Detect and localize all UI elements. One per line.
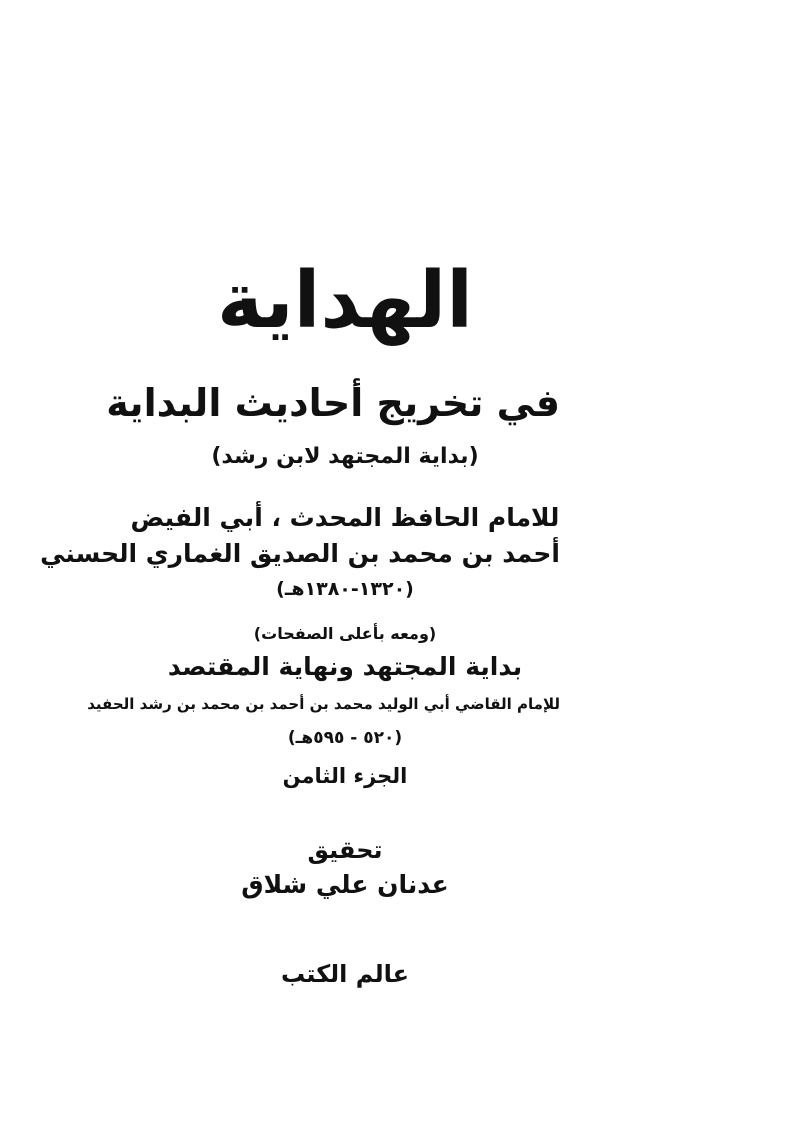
- companion-note: (ومعه بأعلى الصفحات): [253, 624, 437, 643]
- author-honorific: للامام الحافظ المحدث ، أبي الفيض: [130, 503, 560, 532]
- companion-book-author: للإمام القاضي أبي الوليد محمد بن أحمد بن محمد بن رشد الحفيد: [87, 695, 560, 713]
- volume-label: الجزء الثامن: [282, 764, 408, 788]
- book-subtitle: في تخريج أحاديث البداية: [106, 381, 560, 425]
- author-dates: (١٣٢٠-١٣٨٠هـ): [276, 578, 414, 600]
- edition-label: تحقيق: [307, 836, 383, 864]
- companion-book-title: بداية المجتهد ونهاية المقتصد: [167, 652, 523, 681]
- book-main-title: الهداية: [217, 256, 473, 346]
- companion-author-dates: (٥٢٠ - ٥٩٥هـ): [287, 728, 403, 748]
- editor-name: عدنان علي شلاق: [241, 870, 449, 899]
- author-name: أحمد بن محمد بن الصديق الغماري الحسني: [40, 539, 560, 568]
- book-source-note: (بداية المجتهد لابن رشد): [211, 444, 479, 469]
- publisher-name: عالم الكتب: [281, 960, 409, 988]
